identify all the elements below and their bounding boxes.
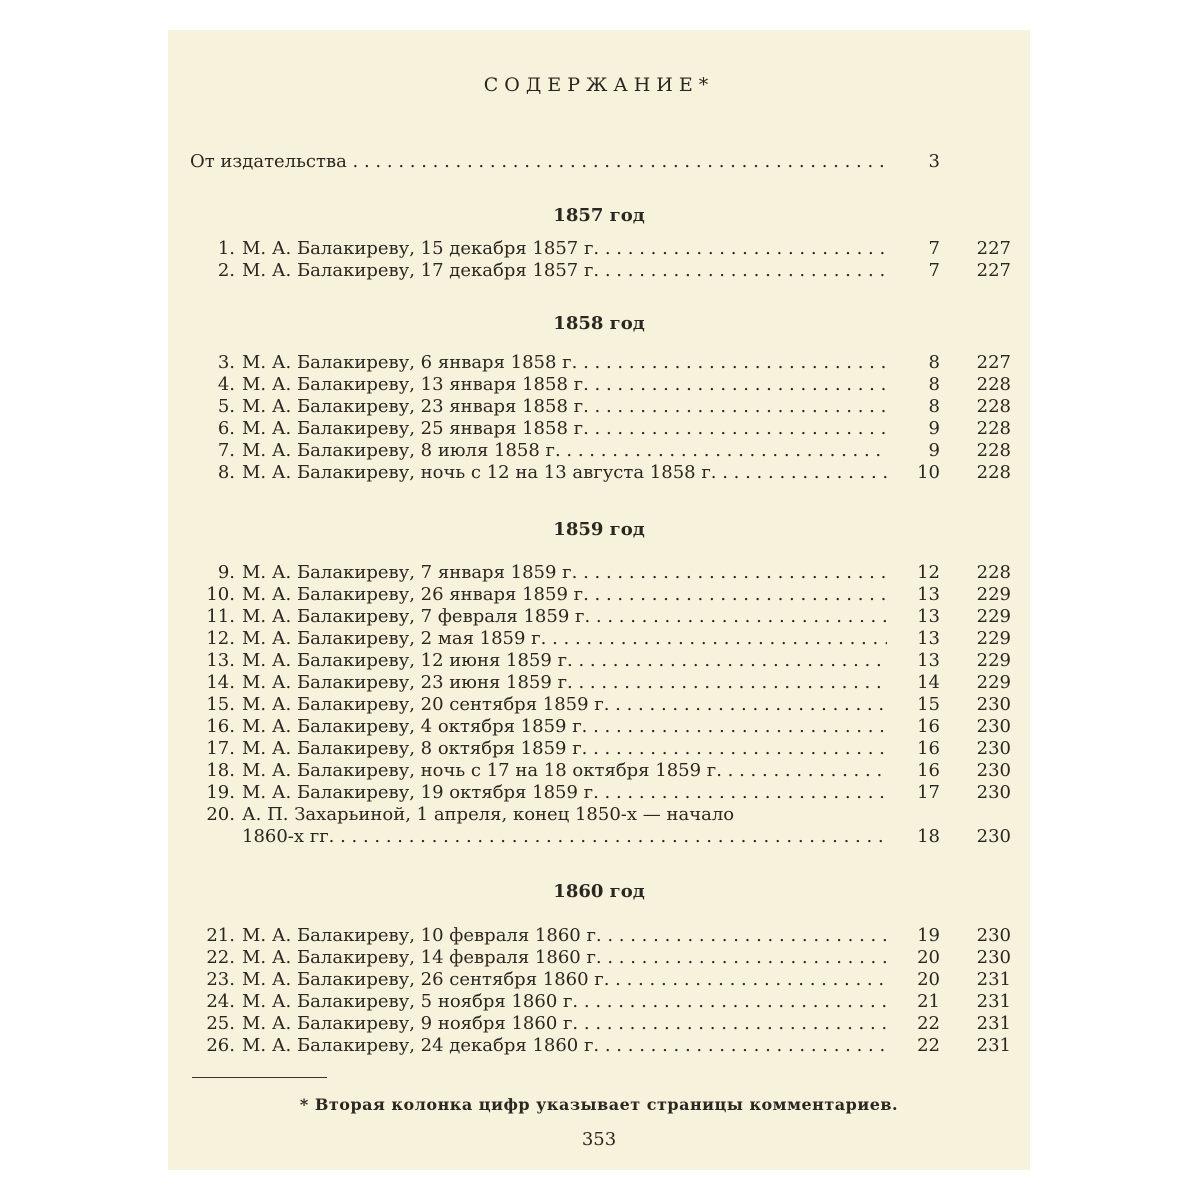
entry-text: М. А. Балакиреву, ночь с 12 на 13 августа 1858 г. . . . [242,462,887,484]
entry-number: 25. [206,1013,235,1034]
entry-number: 9. [217,562,235,583]
entry-number: 5. [217,396,235,417]
toc-entry [168,260,1030,282]
toc-entry [168,440,1030,462]
entry-text: М. А. Балакиреву, 14 февраля 1860 г. . . . [242,947,887,969]
entry-text: М. А. Балакиреву, 12 июня 1859 г. . . . [242,650,887,672]
entry-text: М. А. Балакиреву, 23 июня 1859 г. . . . [242,672,887,694]
entry-comment-page: 229 [976,606,1011,627]
entry-page: 3 [928,151,940,172]
toc-entry [168,969,1030,991]
entry-comment-page: 231 [976,991,1011,1012]
entry-page: 13 [917,584,940,605]
entry-page: 8 [928,352,940,373]
entry-page: 22 [917,1035,940,1056]
toc-entry [168,716,1030,738]
year-heading-1860: 1860 год [553,881,645,902]
entry-comment-page: 228 [976,462,1011,483]
entry-number: 8. [217,462,235,483]
entry-text: М. А. Балакиреву, 10 февраля 1860 г. . . . [242,925,887,947]
entry-number: 2. [217,260,235,281]
entry-page: 8 [928,396,940,417]
entry-page: 16 [917,738,940,759]
entry-comment-page: 229 [976,584,1011,605]
entry-page: 7 [928,238,940,259]
entry-page: 13 [917,628,940,649]
toc-entry [168,672,1030,694]
toc-entry [168,947,1030,969]
entry-comment-page: 228 [976,396,1011,417]
entry-number: 19. [206,782,235,803]
toc-entry [168,352,1030,374]
entry-number: 24. [206,991,235,1012]
entry-page: 21 [917,991,940,1012]
page-title: СОДЕРЖАНИЕ* [483,74,715,96]
entry-page: 16 [917,716,940,737]
entry-page: 18 [917,826,940,847]
entry-number: 22. [206,947,235,968]
entry-number: 4. [217,374,235,395]
entry-comment-page: 229 [976,650,1011,671]
toc-entry [168,991,1030,1013]
entry-comment-page: 227 [976,352,1011,373]
entry-comment-page: 227 [976,260,1011,281]
entry-number: 17. [206,738,235,759]
entry-page: 20 [917,969,940,990]
entry-text: М. А. Балакиреву, 26 сентября 1860 г. . . . [242,969,887,991]
entry-text: М. А. Балакиреву, 23 января 1858 г. . . . [242,396,887,418]
entry-text: М. А. Балакиреву, 6 января 1858 г. . . . [242,352,887,374]
entry-text: М. А. Балакиреву, 7 февраля 1859 г. . . . [242,606,887,628]
toc-entry [168,925,1030,947]
entry-number: 7. [217,440,235,461]
entry-text: М. А. Балакиреву, 5 ноября 1860 г. . . . [242,991,887,1013]
entry-comment-page: 228 [976,440,1011,461]
entry-text-continuation: 1860-х гг. . . . [242,826,887,848]
entry-text: М. А. Балакиреву, 17 декабря 1857 г. . . . [242,260,887,282]
entry-comment-page: 230 [976,925,1011,946]
toc-entry-intro [168,151,1030,173]
toc-entry [168,238,1030,260]
entry-page: 16 [917,760,940,781]
entry-page: 12 [917,562,940,583]
entry-comment-page: 230 [976,826,1011,847]
toc-entry [168,396,1030,418]
year-heading-1859: 1859 год [553,519,645,540]
entry-page: 20 [917,947,940,968]
entry-number: 20. [206,804,235,825]
entry-page: 13 [917,650,940,671]
entry-text: М. А. Балакиреву, 7 января 1859 г. . . . [242,562,887,584]
entry-comment-page: 230 [976,782,1011,803]
entry-comment-page: 231 [976,1035,1011,1056]
entry-text: От издательства . . . [190,151,887,173]
entry-number: 10. [206,584,235,605]
entry-comment-page: 230 [976,760,1011,781]
entry-comment-page: 227 [976,238,1011,259]
entry-number: 23. [206,969,235,990]
entry-page: 15 [917,694,940,715]
entry-page: 13 [917,606,940,627]
entry-text: М. А. Балакиреву, ночь с 17 на 18 октября 1859 г. . . . [242,760,887,782]
entry-number: 12. [206,628,235,649]
entry-comment-page: 228 [976,562,1011,583]
toc-entry [168,782,1030,804]
year-heading-1857: 1857 год [553,205,645,226]
toc-entry [168,418,1030,440]
footnote-divider [192,1077,327,1078]
toc-entry [168,584,1030,606]
entry-text: М. А. Балакиреву, 15 декабря 1857 г. . . . [242,238,887,260]
entry-number: 15. [206,694,235,715]
entry-page: 19 [917,925,940,946]
entry-comment-page: 230 [976,694,1011,715]
entry-number: 1. [217,238,235,259]
toc-entry [168,1035,1030,1057]
entry-page: 17 [917,782,940,803]
entry-comment-page: 231 [976,1013,1011,1034]
entry-number: 26. [206,1035,235,1056]
entry-text: М. А. Балакиреву, 9 ноября 1860 г. . . . [242,1013,887,1035]
year-heading-1858: 1858 год [553,313,645,334]
entry-text: М. А. Балакиреву, 2 мая 1859 г. . . . [242,628,887,650]
toc-entry [168,760,1030,782]
entry-text: М. А. Балакиреву, 13 января 1858 г. . . . [242,374,887,396]
entry-text: М. А. Балакиреву, 20 сентября 1859 г. . . . [242,694,887,716]
toc-entry [168,606,1030,628]
entry-number: 6. [217,418,235,439]
entry-number: 3. [217,352,235,373]
entry-page: 7 [928,260,940,281]
entry-page: 9 [928,440,940,461]
page-number: 353 [581,1129,617,1150]
entry-comment-page: 229 [976,672,1011,693]
entry-comment-page: 228 [976,374,1011,395]
entry-text: М. А. Балакиреву, 8 октября 1859 г. . . . [242,738,887,760]
entry-comment-page: 229 [976,628,1011,649]
toc-entry [168,738,1030,760]
toc-entry [168,650,1030,672]
toc-entry [168,374,1030,396]
entry-number: 11. [206,606,235,627]
entry-number: 16. [206,716,235,737]
entry-number: 21. [206,925,235,946]
entry-comment-page: 228 [976,418,1011,439]
entry-number: 14. [206,672,235,693]
entry-text: А. П. Захарьиной, 1 апреля, конец 1850-х — начало [242,804,735,825]
book-page [168,30,1030,1170]
entry-text: М. А. Балакиреву, 4 октября 1859 г. . . . [242,716,887,738]
entry-number: 13. [206,650,235,671]
entry-comment-page: 230 [976,716,1011,737]
entry-number: 18. [206,760,235,781]
footnote: * Вторая колонка цифр указывает страницы комментариев. [299,1095,899,1114]
entry-page: 22 [917,1013,940,1034]
toc-entry [168,1013,1030,1035]
entry-comment-page: 230 [976,947,1011,968]
toc-entry-continuation [168,826,1030,848]
entry-text: М. А. Балакиреву, 19 октября 1859 г. . . . [242,782,887,804]
entry-text: М. А. Балакиреву, 25 января 1858 г. . . . [242,418,887,440]
entry-page: 9 [928,418,940,439]
entry-page: 10 [917,462,940,483]
toc-entry [168,804,1030,826]
toc-entry [168,562,1030,584]
entry-page: 14 [917,672,940,693]
entry-comment-page: 231 [976,969,1011,990]
entry-page: 8 [928,374,940,395]
entry-comment-page: 230 [976,738,1011,759]
toc-entry [168,628,1030,650]
entry-text: М. А. Балакиреву, 24 декабря 1860 г. . . . [242,1035,887,1057]
entry-text: М. А. Балакиреву, 8 июля 1858 г. . . . [242,440,887,462]
toc-entry [168,462,1030,484]
entry-text: М. А. Балакиреву, 26 января 1859 г. . . . [242,584,887,606]
toc-entry [168,694,1030,716]
